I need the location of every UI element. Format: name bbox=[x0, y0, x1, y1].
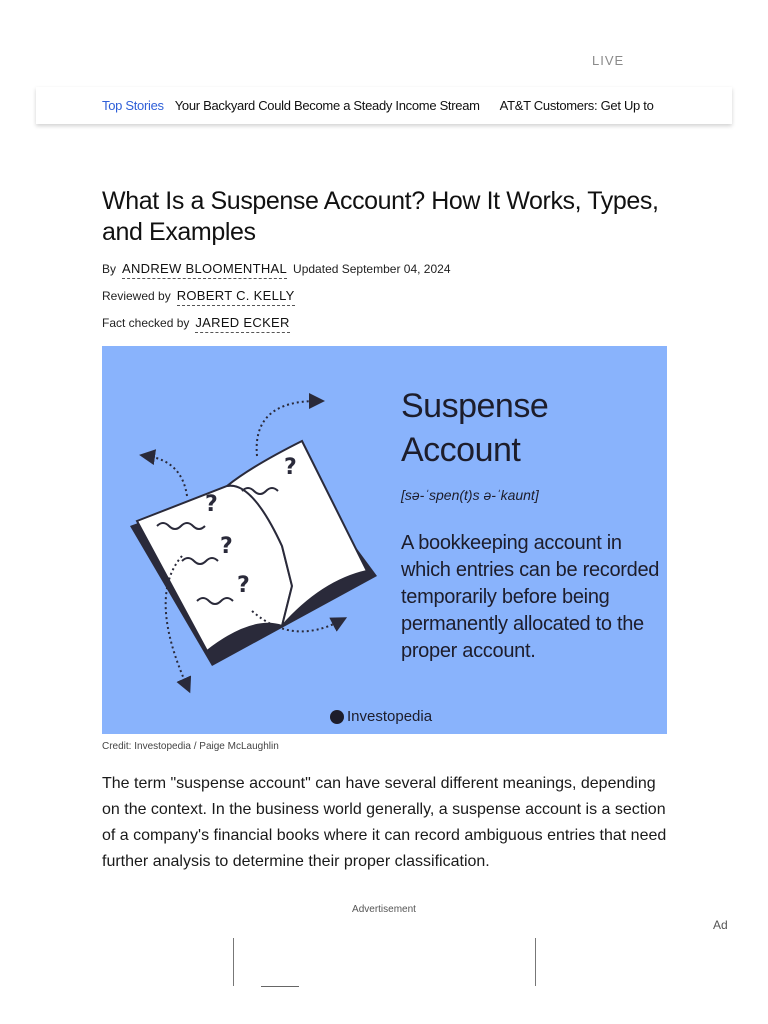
svg-text:?: ? bbox=[284, 455, 297, 480]
hero-title: Suspense Account bbox=[401, 387, 549, 469]
hero-image bbox=[102, 346, 667, 734]
image-credit: Credit: Investopedia / Paige McLaughlin bbox=[102, 741, 279, 752]
reviewer-line bbox=[102, 288, 295, 306]
fact-checked-label: Fact checked by bbox=[102, 316, 190, 330]
svg-text:?: ? bbox=[220, 534, 233, 559]
reviewer-link[interactable]: ROBERT C. KELLY bbox=[177, 288, 295, 306]
top-story-link[interactable]: AT&T Customers: Get Up to bbox=[499, 98, 654, 113]
article-title: What Is a Suspense Account? How It Works, Types, and Examples bbox=[102, 187, 659, 246]
fact-checker-link[interactable]: JARED ECKER bbox=[195, 315, 289, 333]
author-line bbox=[102, 261, 451, 279]
svg-text:?: ? bbox=[237, 573, 250, 598]
investopedia-logo bbox=[330, 708, 432, 725]
ad-tag: Ad bbox=[713, 918, 728, 932]
reviewed-label: Reviewed by bbox=[102, 289, 171, 303]
live-link[interactable]: LIVE bbox=[592, 53, 625, 68]
updated-date: Updated September 04, 2024 bbox=[293, 262, 451, 276]
investopedia-icon bbox=[330, 710, 344, 724]
fact-checker-line bbox=[102, 315, 290, 333]
ad-slot[interactable] bbox=[233, 938, 536, 986]
hero-pronunciation: [sə-ˈspen(t)s ə-ˈkaunt] bbox=[401, 487, 539, 503]
top-stories-bar bbox=[36, 87, 732, 124]
article-intro-paragraph: The term "suspense account" can have several different meanings, depending on the context. In the business world generally, a suspense account is a section of a company's financial books where it can record ambiguous entries that need further analysis to determine their proper classification. bbox=[102, 775, 667, 870]
svg-text:?: ? bbox=[205, 492, 218, 517]
brand-name: Investopedia bbox=[347, 708, 433, 725]
hero-definition: A bookkeeping account in which entries can be recorded temporarily before being permanently allocated to the proper account. bbox=[401, 532, 660, 662]
by-label: By bbox=[102, 262, 117, 276]
advertisement-label: Advertisement bbox=[352, 904, 416, 915]
top-stories-label[interactable]: Top Stories bbox=[102, 98, 164, 113]
top-story-link[interactable]: Your Backyard Could Become a Steady Income Stream bbox=[174, 98, 480, 113]
author-link[interactable]: ANDREW BLOOMENTHAL bbox=[122, 261, 287, 279]
